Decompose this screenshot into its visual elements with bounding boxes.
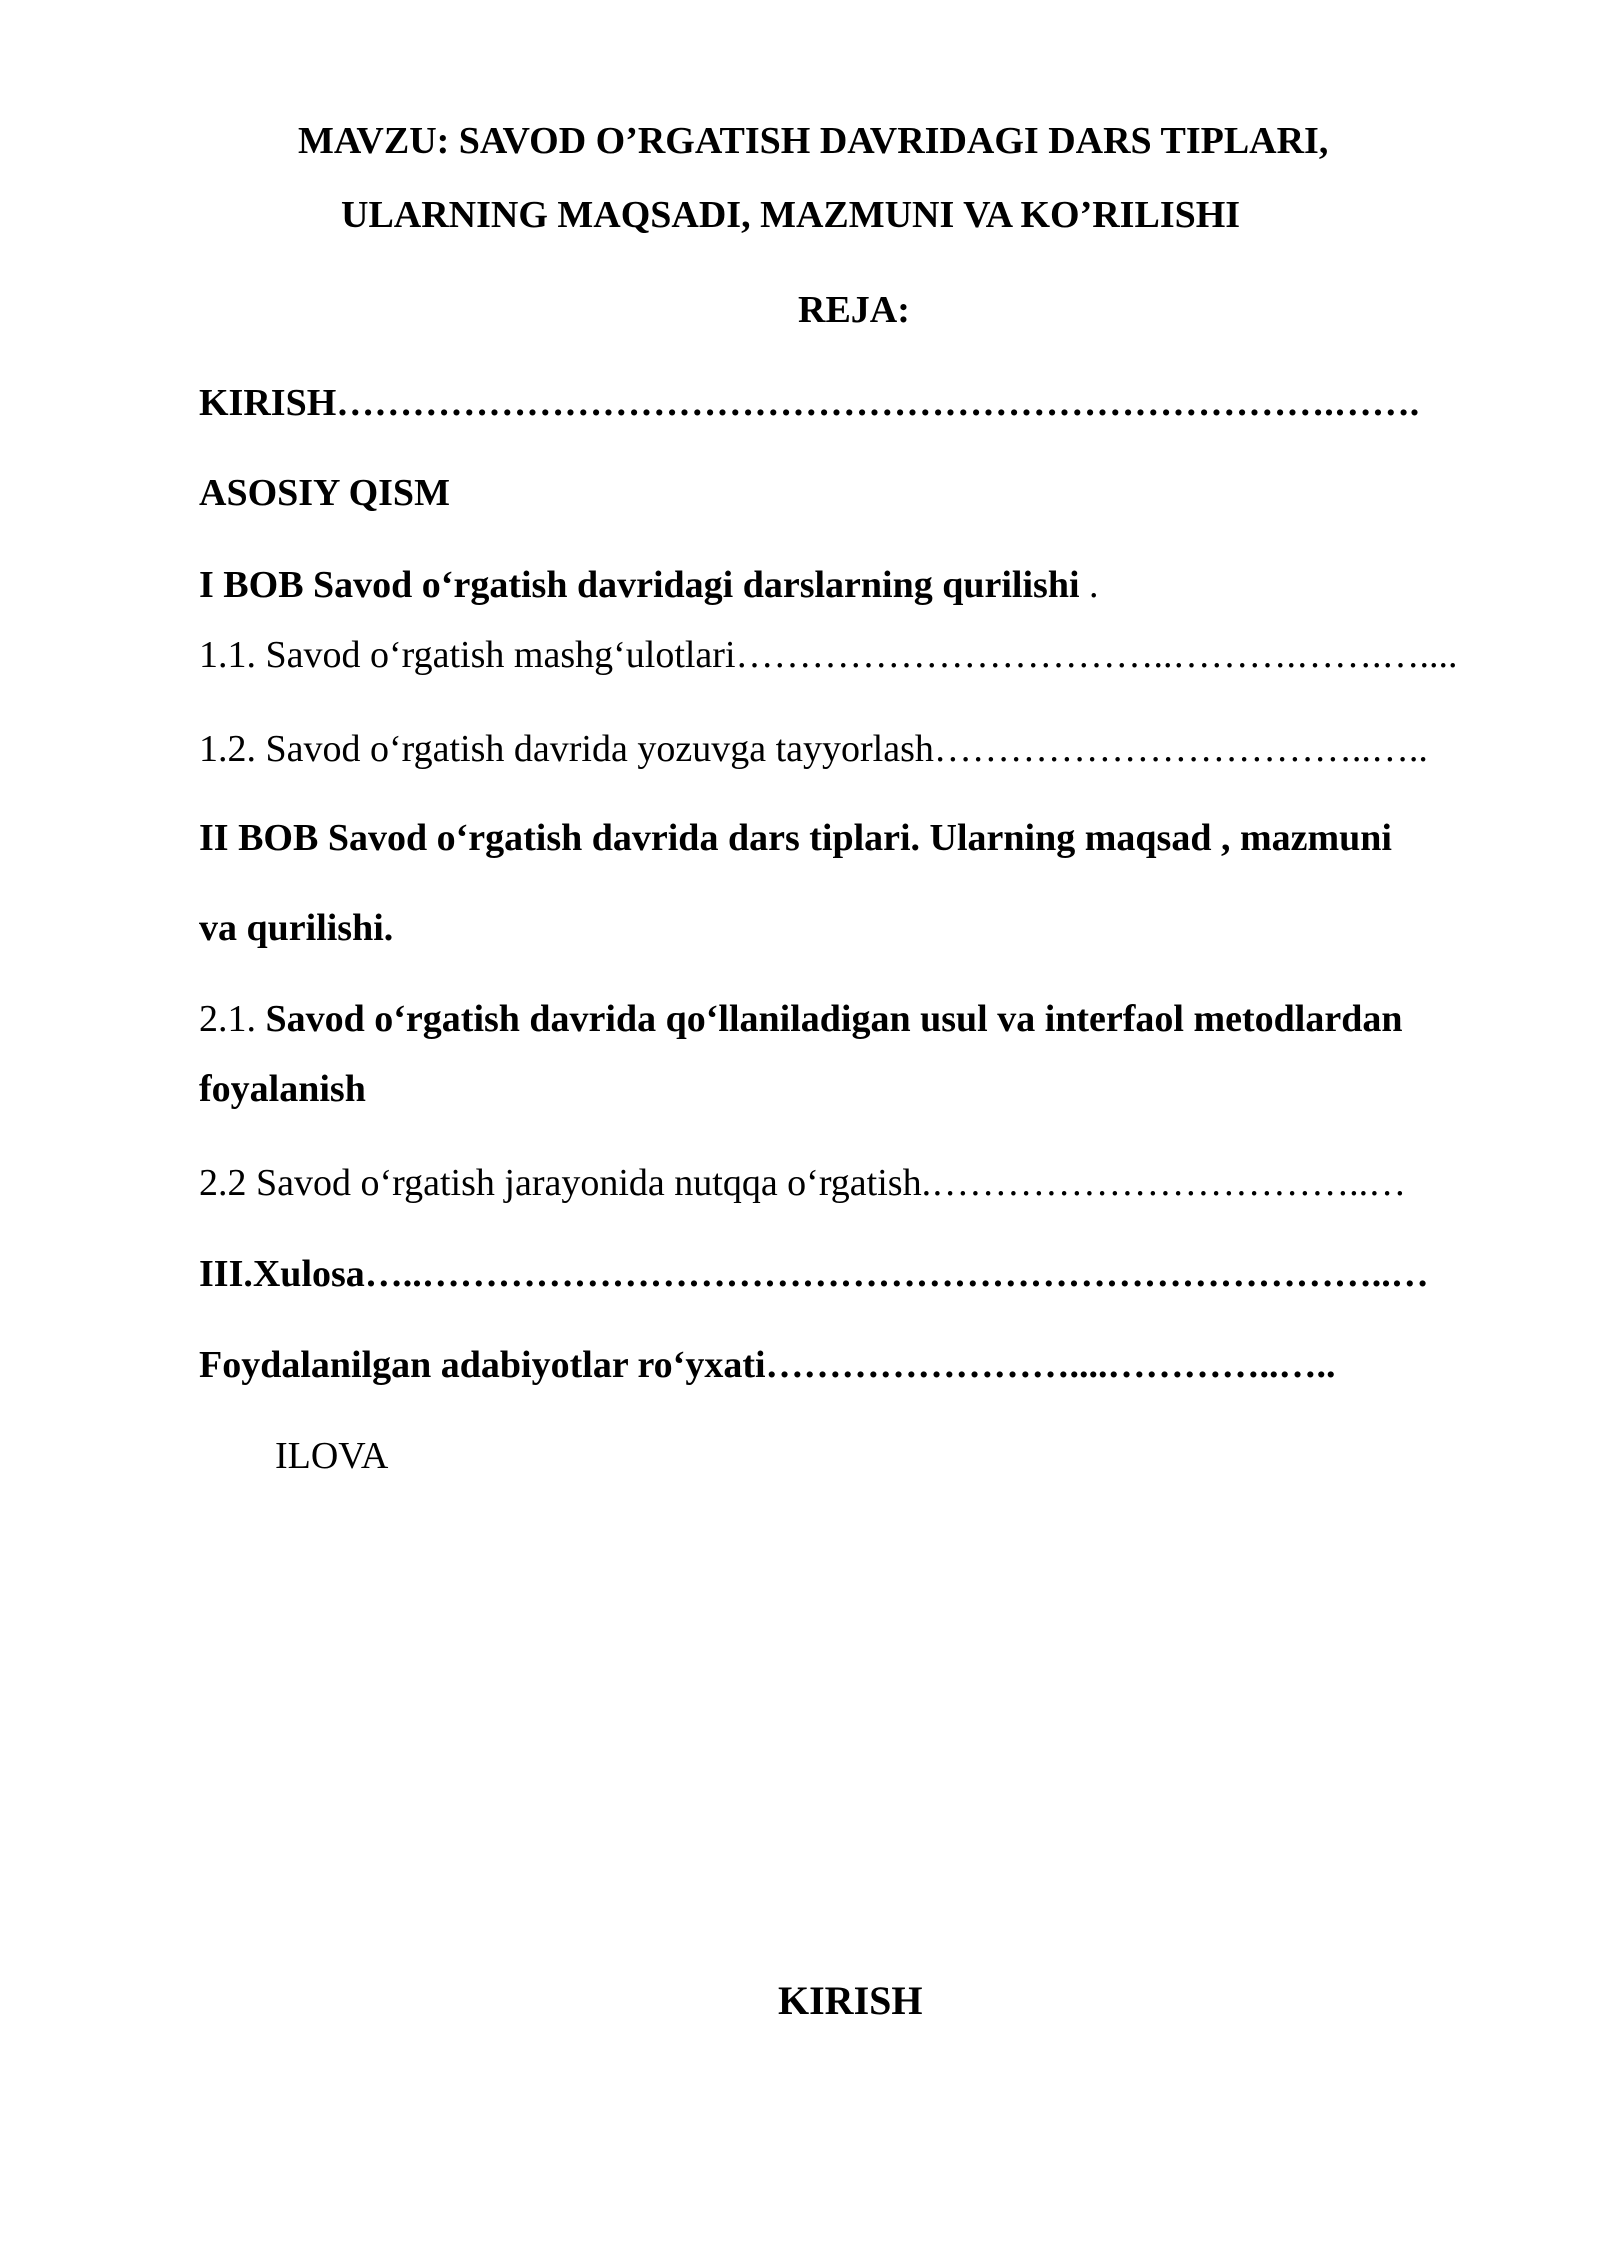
intro-heading: KIRISH	[778, 1978, 923, 2023]
toc-section-2-1-number: 2.1.	[199, 998, 266, 1040]
document-title-line-1: MAVZU: SAVOD O’RGATISH DAVRIDAGI DARS TIPLARI,	[298, 120, 1329, 162]
toc-conclusion: III.Xulosa…..…………………………………………………………………..…	[199, 1253, 1429, 1295]
toc-chapter-1	[199, 562, 1099, 608]
toc-intro: KIRISH…………………………………………………………………….…….	[199, 382, 1420, 424]
toc-chapter-2-line-1: II BOB Savod o‘rgatish davrida dars tiplari. Ularning maqsad , mazmuni	[199, 817, 1392, 859]
document-title-line-2: ULARNING MAQSADI, MAZMUNI VA KO’RILISHI	[341, 194, 1241, 236]
toc-section-2-1-line-1	[199, 996, 1403, 1042]
toc-chapter-1-title: I BOB Savod o‘rgatish davridagi darslarning qurilishi	[199, 564, 1080, 606]
toc-appendix: ILOVA	[275, 1435, 389, 1477]
toc-chapter-1-trailing: .	[1079, 564, 1099, 606]
toc-section-2-1-line-2: foyalanish	[199, 1068, 366, 1110]
toc-main-part: ASOSIY QISM	[199, 472, 450, 514]
toc-section-2-2: 2.2 Savod o‘rgatish jarayonida nutqqa o‘rgatish.……………………………..…	[199, 1162, 1407, 1204]
toc-references: Foydalanilgan adabiyotlar ro‘yxati……………………....…………..…..	[199, 1344, 1336, 1386]
toc-section-1-1: 1.1. Savod o‘rgatish mashg‘ulotlari……………………………..……….…….…....	[199, 634, 1458, 676]
toc-chapter-2-line-2: va qurilishi.	[199, 907, 394, 949]
toc-section-1-2: 1.2. Savod o‘rgatish davrida yozuvga tayyorlash……………………………..…..	[199, 728, 1428, 770]
toc-section-2-1-title: Savod o‘rgatish davrida qo‘llaniladigan usul va interfaol metodlardan	[265, 998, 1403, 1040]
plan-heading: REJA:	[798, 289, 910, 331]
